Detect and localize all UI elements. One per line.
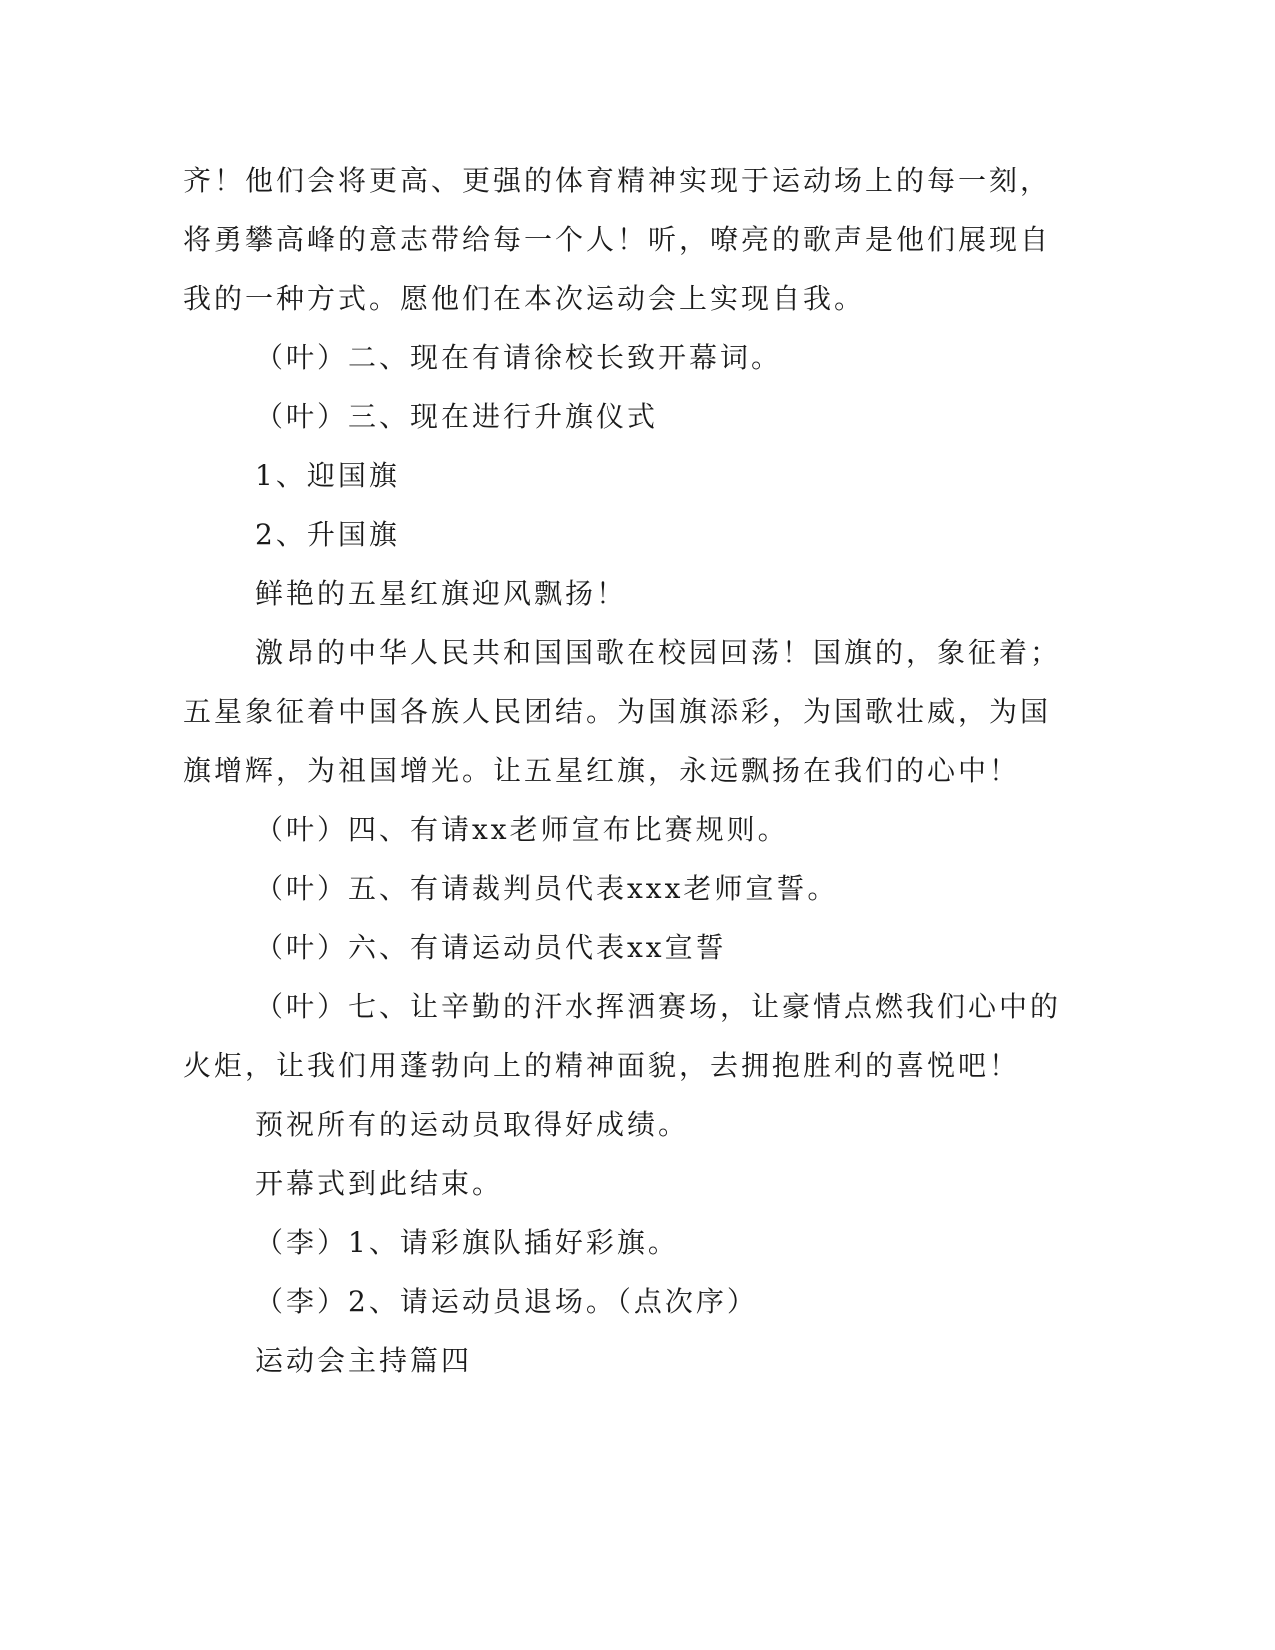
paragraph-athletes-exit: （李）2、请运动员退场。（点次序）: [255, 1285, 758, 1318]
section-heading: 运动会主持篇四: [255, 1344, 473, 1377]
paragraph-flag-team: （李）1、请彩旗队插好彩旗。: [255, 1226, 679, 1259]
paragraph-ceremony-end: 开幕式到此结束。: [255, 1167, 504, 1200]
paragraph-good-results: 预祝所有的运动员取得好成绩。: [255, 1108, 690, 1141]
paragraph-flag-ceremony: （叶）三、现在进行升旗仪式: [255, 400, 659, 433]
paragraph-continuation: 齐！他们会将更高、更强的体育精神实现于运动场上的每一刻，将勇攀高峰的意志带给每一个人！听，嘹亮的歌声是他们展现自我的一种方式。愿他们在本次运动会上实现自我。: [183, 164, 1052, 315]
paragraph-principal-speech: （叶）二、现在有请徐校长致开幕词。: [255, 341, 783, 374]
paragraph-referee-oath: （叶）五、有请裁判员代表xxx老师宣誓。: [255, 872, 839, 905]
paragraph-anthem: 激昂的中华人民共和国国歌在校园回荡！国旗的，象征着；五星象征着中国各族人民团结。为国旗添彩，为国歌壮威，为国旗增辉，为祖国增光。让五星红旗，永远飘扬在我们的心中！: [183, 636, 1062, 787]
paragraph-rules: （叶）四、有请xx老师宣布比赛规则。: [255, 813, 789, 846]
paragraph-torch: （叶）七、让辛勤的汗水挥洒赛场，让豪情点燃我们心中的火炬，让我们用蓬勃向上的精神面貌，去拥抱胜利的喜悦吧！: [183, 990, 1062, 1082]
paragraph-raise-flag: 2、升国旗: [255, 518, 400, 551]
paragraph-athlete-oath: （叶）六、有请运动员代表xx宣誓: [255, 931, 727, 964]
paragraph-flag-flying: 鲜艳的五星红旗迎风飘扬！: [255, 577, 628, 610]
paragraph-welcome-flag: 1、迎国旗: [255, 459, 400, 492]
document-body: [183, 151, 1063, 1390]
